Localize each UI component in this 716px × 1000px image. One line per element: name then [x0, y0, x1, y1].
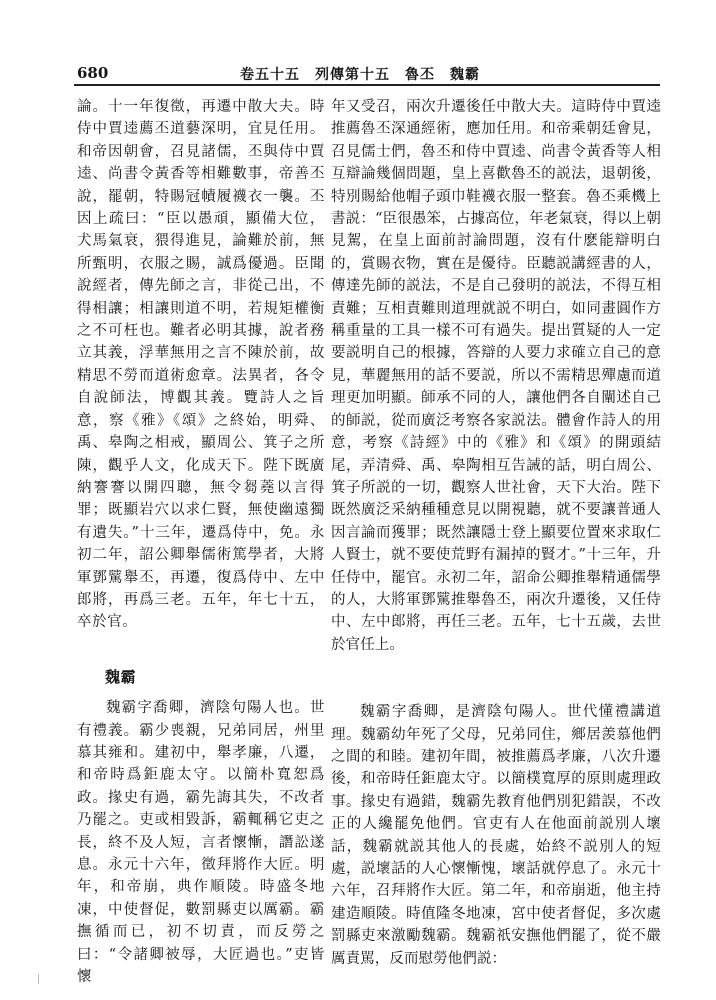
translation-lu-pi: 年又受召，兩次升遷後任中散大夫。這時侍中賈逵推薦魯丕深通經術，應加任用。和帝乘朝廷會見，召見儒士們，魯丕和侍中賈逵、尚書令黃香等人相互辯論幾個問題，皇上喜歡魯丕的説法，退朝後，特別賜給他帽子頭巾鞋襪衣服一整套。魯丕乘機上書説：“臣很愚笨，占據高位，年老氣衰，得以上朝見駕，在皇上面前討論問題，沒有什麽能辯明白的，賞賜衣物，實在是優待。臣聽説講經書的人，傳達先師的説法，不是自己發明的説法，不得互相責難；互相責難則道理就説不明白，如同畫圓作方稱重量的工具一樣不可有過失。提出質疑的人一定要説明自己的根據，答辯的人要力求確立自己的意見，華麗無用的話不要説，所以不需精思殫慮而道理更加明顯。師承不同的人，讓他們各自闡述自己的師説，從而廣泛考察各家説法。體會作詩人的用意，考察《詩經》中的《雅》和《頌》的開頭結尾，弄清舜、禹、皋陶相互告誡的話，明白周公、箕子所説的一切，觀察人世社會，天下大治。陛下既然廣泛采納種種意見以開視聽，就不要讓普通人因言論而獲罪；既然讓隱士登上顯要位置來求取仁人賢士，就不要使荒野有漏掉的賢才。”十三年，升任侍中，罷官。永初二年，詔命公卿推舉精通儒學的人，大將軍鄧騭推舉魯丕，兩次升遷後，又任侍中、左中郎將，再任三老。五年，七十五歲，去世於官任上。 — [331, 99, 661, 653]
right-column — [331, 96, 661, 970]
classical-text-lu-pi: 論。十一年復徵，再遷中散大夫。時侍中賈逵薦丕道藝深明，宜見任用。和帝因朝會，召見諸儒，丕與侍中賈逵、尚書令黃香等相難數事，帝善丕說，罷朝，特賜冠幘履襪衣一襲。丕因上疏曰：“臣以愚頑，顯備大位，犬馬氣衰，猥得進見，論難於前，無所甄明，衣服之賜，誠爲優過。臣聞說經者，傳先師之言，非從己出，不得相讓；相讓則道不明，若規矩權衡之不可枉也。難者必明其據，說者務立其義，浮華無用之言不陳於前，故精思不勞而道術愈章。法異者，各令自說師法，博觀其義。覽詩人之旨意，察《雅》《頌》之終始，明舜、禹、皋陶之相戒，顯周公、箕子之所陳，觀乎人文，化成天下。陛下既廣納謇謇以開四聰，無令芻蕘以言得罪；既顯岩穴以求仁賢，無使幽遠獨有遺失。”十三年，遷爲侍中，免。永初二年，詔公卿舉儒術篤學者，大將軍鄧騭舉丕，再遷，復爲侍中、左中郎將，再爲三老。五年，年七十五，卒於官。 — [77, 99, 325, 631]
left-column — [77, 96, 325, 988]
running-head: 卷五十五 列傳第十五 魯丕 魏霸 — [240, 67, 480, 83]
margin-mark — [38, 974, 39, 984]
section-heading-wei-ba: 魏霸 — [105, 667, 137, 686]
header-rule — [74, 84, 660, 86]
classical-text-wei-ba: 魏霸字喬卿，濟陰句陽人也。世有禮義。霸少喪親，兄弟同居，州里慕其雍和。建初中，舉孝廉，八遷，和帝時爲鉅鹿太守。以簡朴寬恕爲政。掾史有過，霸先誨其失，不改者乃罷之。吏或相毀訴，霸輒稱它吏之長，終不及人短，言者懷慚，譖訟遂息。永元十六年，徵拜將作大匠。明年，和帝崩，典作順陵。時盛冬地凍，中使督促，數罰縣吏以厲霸。霸撫循而已，初不切責，而反勞之曰：“令諸卿被辱，大匠過也。”吏皆懷 — [77, 700, 325, 986]
page-number: 680 — [77, 64, 109, 82]
translation-wei-ba: 魏霸字喬卿，是濟陰句陽人。世代懂禮講道理。魏霸幼年死了父母，兄弟同住，鄉居羨慕他們之間的和睦。建初年間，被推薦爲孝廉，八次升遷後，和帝時任鉅鹿太守。以簡樸寬厚的原則處理政事。掾史有過錯，魏霸先教育他們別犯錯誤，不改正的人纔罷免他們。官吏有人在他面前説別人壞話，魏霸就説其他人的長處，始終不説別人的短處，説壞話的人心懷慚愧，壞話就停息了。永元十六年，召拜將作大匠。第二年，和帝崩逝，他主持建造順陵。時值隆冬地凍，宮中使者督促，多次處罰縣吏來激勵魏霸。魏霸祇安撫他們罷了，從不嚴厲責駡，反而慰勞他們説： — [331, 704, 661, 967]
